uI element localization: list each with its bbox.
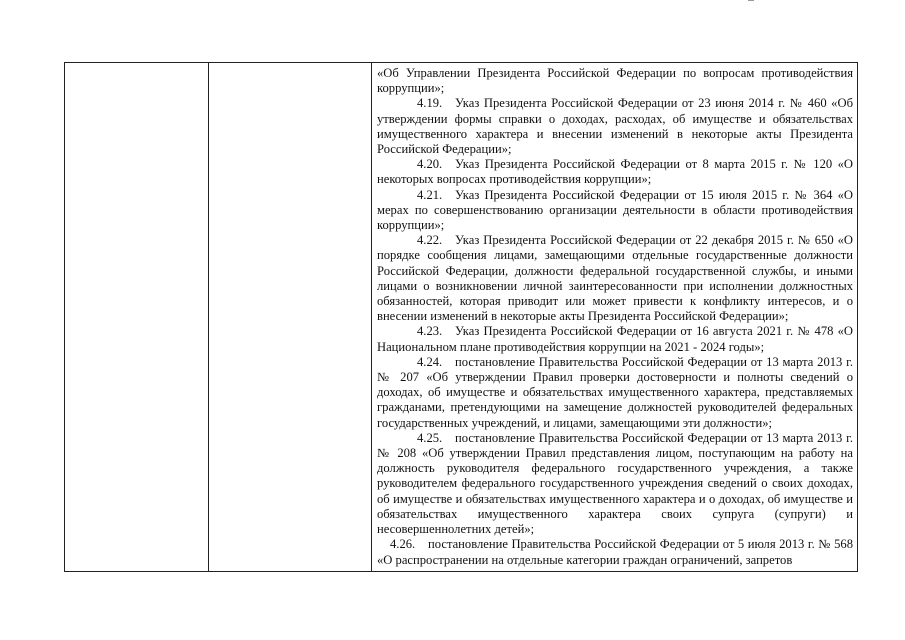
- document-paragraph: [377, 355, 853, 431]
- item-number: 4.26.: [390, 537, 416, 552]
- item-number: 4.20.: [417, 157, 443, 172]
- table-cell-empty-2: [209, 63, 372, 572]
- document-paragraph: [377, 157, 853, 187]
- document-paragraph: [377, 233, 853, 324]
- document-paragraph: [377, 66, 853, 96]
- item-number: 4.21.: [417, 187, 443, 202]
- item-number: 4.24.: [417, 354, 443, 369]
- paragraph-text: постановление Правительства Российской Федерации от 5 июля 2013 г. № 568 «О распространении на отдельные категории граждан ограничений, запретов: [377, 537, 853, 567]
- paragraph-text: Указ Президента Российской Федерации от 8 марта 2015 г. № 120 «О некоторых вопросах противодействия коррупции»;: [377, 157, 853, 187]
- document-paragraph: [377, 537, 853, 567]
- text-column: [372, 63, 857, 568]
- table-row: [65, 63, 858, 572]
- scan-mark: [748, 0, 754, 1]
- paragraph-text: Указ Президента Российской Федерации от 23 июня 2014 г. № 460 «Об утверждении формы справки о доходах, расходах, об имуществе и обязательствах имущественного характера и внесении изменений в некоторые акты Президента Российской Федерации»;: [377, 96, 853, 157]
- paragraph-text: постановление Правительства Российской Федерации от 13 марта 2013 г. № 207 «Об утверждении Правил проверки достоверности и полноты сведений о доходах, об имуществе и обязательствах имущественного характера, представляемых гражданами, претендующими на замещение должностей руководителей федеральных государственных учреждений, и лицами, замещающими эти должности»;: [377, 354, 853, 430]
- document-paragraph: [377, 431, 853, 537]
- item-number: 4.19.: [417, 96, 443, 111]
- item-number: 4.23.: [417, 324, 443, 339]
- document-paragraph: [377, 324, 853, 354]
- item-number: 4.25.: [417, 430, 443, 445]
- paragraph-text: Указ Президента Российской Федерации от 16 августа 2021 г. № 478 «О Национальном плане противодействия коррупции на 2021 - 2024 годы»;: [377, 324, 853, 354]
- table-cell-empty-1: [65, 63, 209, 572]
- document-paragraph: [377, 188, 853, 234]
- paragraph-text: Указ Президента Российской Федерации от 15 июля 2015 г. № 364 «О мерах по совершенствованию организации деятельности в области противодействия коррупции»;: [377, 187, 853, 233]
- paragraph-text: Указ Президента Российской Федерации от 22 декабря 2015 г. № 650 «О порядке сообщения лицами, замещающими отдельные государственные должности Российской Федерации, должности федеральной государственной службы, и иными лицами о возникновении личной заинтересованности при исполнении должностных обязанностей, которая приводит или может привести к конфликту интересов, и о внесении изменений в некоторые акты Президента Российской Федерации»;: [377, 233, 853, 324]
- paragraph-text: «Об Управлении Президента Российской Федерации по вопросам противодействия коррупции»;: [377, 66, 853, 96]
- table-cell-text: [372, 63, 858, 572]
- document-table: [64, 62, 858, 572]
- item-number: 4.22.: [417, 233, 443, 248]
- paragraph-text: постановление Правительства Российской Федерации от 13 марта 2013 г. № 208 «Об утверждении Правил представления лицом, поступающим на работу на должность руководителя федерального государственного учреждения, а также руководителем федерального государственного учреждения сведений о своих доходах, об имуществе и обязательствах имущественного характера и о доходах, об имуществе и обязательствах имущественного характера своих супруга (супруги) и несовершеннолетних детей»;: [377, 430, 853, 537]
- document-paragraph: [377, 96, 853, 157]
